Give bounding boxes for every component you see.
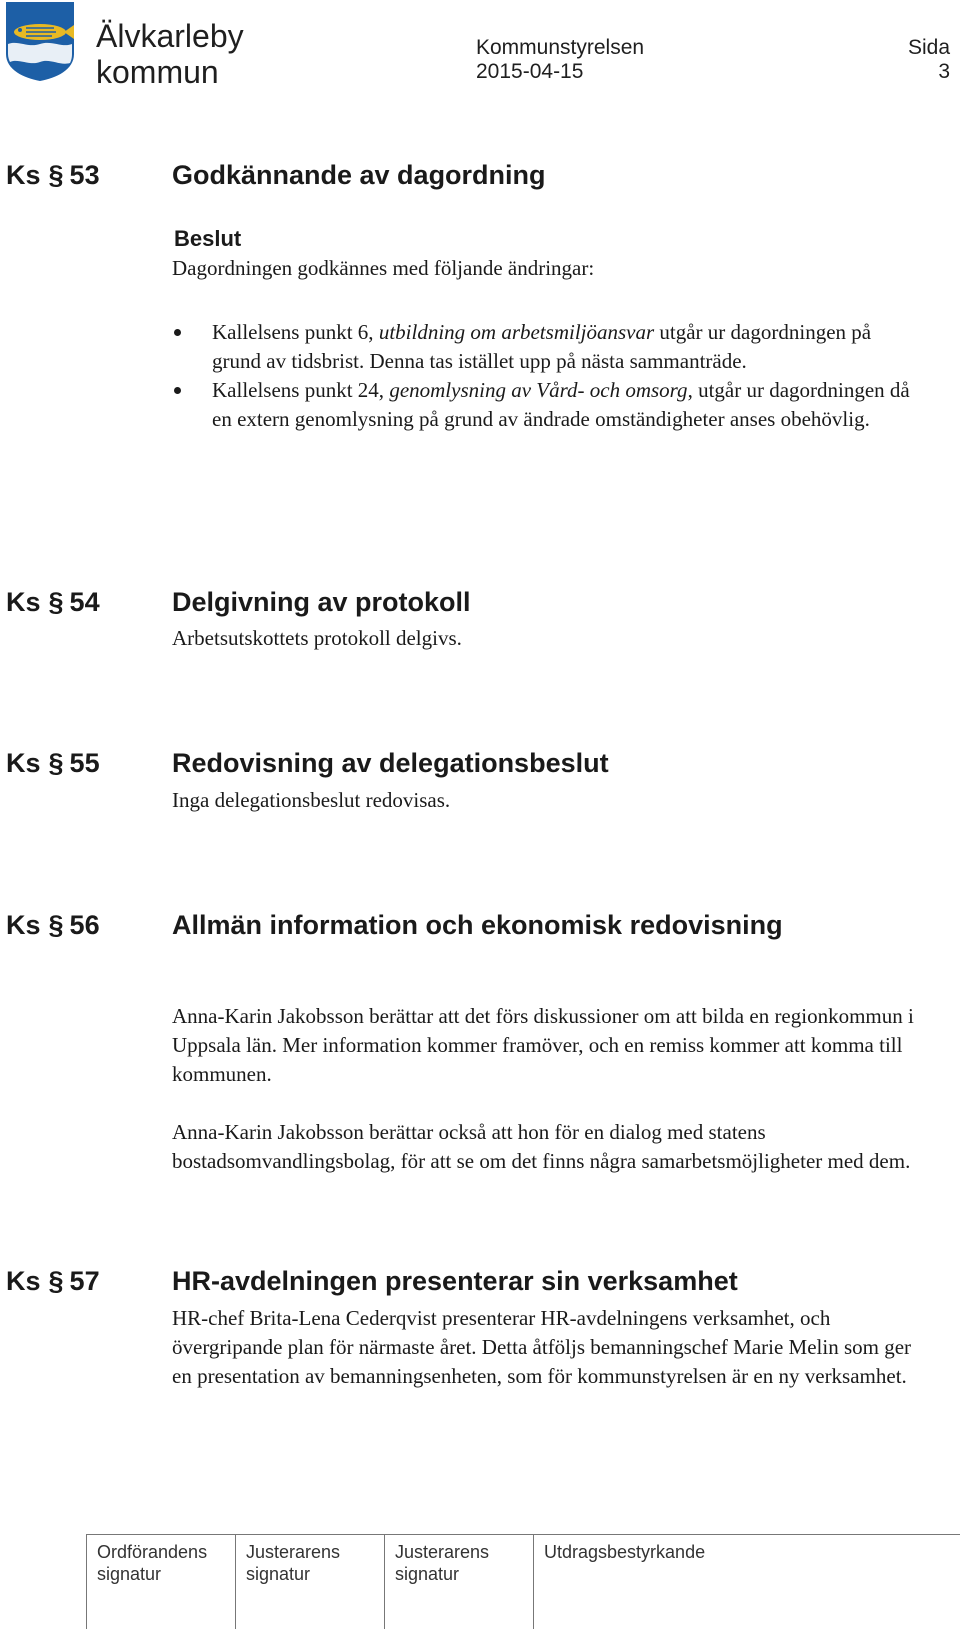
paragraph: Anna-Karin Jakobsson berättar också att hon för en dialog med statens bostadsomvandlingsbolag, för att se om det finns några samarbetsmöjligheter med dem. [172, 1120, 911, 1173]
signature-cell-certification [534, 1535, 960, 1629]
municipality-name [96, 18, 336, 90]
signature-label: Justerarens [246, 1542, 341, 1562]
bullet-icon [174, 329, 181, 336]
section-title-56: Allmän information och ekonomisk redovisning [172, 910, 783, 940]
municipality-name-line1: Älvkarleby [96, 18, 244, 54]
section-intro-53 [172, 254, 932, 283]
signature-cell-adjuster-1 [236, 1535, 385, 1629]
section-prefix: Ks [6, 748, 41, 778]
section-number: 55 [69, 748, 100, 778]
header-organization: Kommunstyrelsen [476, 36, 645, 59]
list-item-italic: utbildning om arbetsmiljöansvar [378, 320, 655, 344]
signature-label: signatur [97, 1564, 162, 1584]
header-page-number: 3 [938, 60, 950, 83]
signature-cell-chair [87, 1535, 236, 1629]
section-prefix: Ks [6, 160, 41, 190]
paragraph-symbol: § [48, 1266, 64, 1296]
section-body-57 [172, 1304, 932, 1391]
signature-label: Ordförandens [97, 1542, 208, 1562]
paragraph-symbol: § [48, 748, 64, 778]
section-title-57: HR-avdelningen presenterar sin verksamhet [172, 1266, 738, 1296]
section-number: 57 [69, 1266, 100, 1296]
bullet-icon [174, 387, 181, 394]
paragraph-symbol: § [48, 910, 64, 940]
section-number-55 [6, 748, 100, 779]
section-number: 53 [69, 160, 100, 190]
section-number-56 [6, 910, 100, 941]
section-prefix: Ks [6, 1266, 41, 1296]
section-title-54: Delgivning av protokoll [172, 587, 471, 617]
paragraph-symbol: § [48, 160, 64, 190]
section-prefix: Ks [6, 910, 41, 940]
municipality-name-line2: kommun [96, 54, 219, 90]
list-item [170, 376, 910, 434]
paragraph-symbol: § [48, 587, 64, 617]
list-item-text: Kallelsens punkt 6, [212, 320, 379, 344]
paragraph: Arbetsutskottets protokoll delgivs. [172, 626, 462, 650]
section-number: 54 [69, 587, 100, 617]
list-item-text: utgår ur dagordningen på grund av tidsbrist. Denna tas istället upp på nästa sammanträde. [212, 320, 872, 373]
amendment-list [170, 318, 910, 434]
signature-table [86, 1534, 960, 1629]
list-item [170, 318, 910, 376]
list-item-text: , utgår ur dagordningen då en extern genomlysning på grund av ändrade omständigheter anses obehövlig. [212, 378, 910, 431]
list-item-text: Kallelsens punkt 24, [212, 378, 390, 402]
municipal-logo-icon [4, 0, 76, 82]
header-page-label: Sida [907, 36, 950, 59]
signature-label: signatur [246, 1564, 311, 1584]
paragraph: Anna-Karin Jakobsson berättar att det förs diskussioner om att bilda en regionkommun i Uppsala län. Mer information kommer framöver, och en remiss kommer att komma till kommunen. [172, 1004, 914, 1086]
header-date: 2015-04-15 [476, 60, 584, 83]
signature-label: Utdragsbestyrkande [544, 1542, 706, 1562]
signature-label: signatur [395, 1564, 460, 1584]
section-body-54 [172, 624, 932, 653]
signature-cell-adjuster-2 [385, 1535, 534, 1629]
section-number: 56 [69, 910, 100, 940]
section-number-53 [6, 160, 100, 191]
section-body-56 [172, 1002, 932, 1176]
section-title-55: Redovisning av delegationsbeslut [172, 748, 609, 778]
decision-subheading: Beslut [174, 226, 242, 251]
section-number-57 [6, 1266, 100, 1297]
intro-text: Dagordningen godkännes med följande ändringar: [172, 256, 595, 280]
list-item-italic: genomlysning av Vård- och omsorg [389, 378, 688, 402]
section-title-53: Godkännande av dagordning [172, 160, 546, 190]
paragraph: HR-chef Brita-Lena Cederqvist presenterar HR-avdelningens verksamhet, och övergripande plan för närmaste året. Detta åtföljs bemanningschef Marie Melin som ger en presentation av bemanningsenheten, som för kommunstyrelsen är en ny verksamhet. [172, 1306, 912, 1388]
section-prefix: Ks [6, 587, 41, 617]
paragraph: Inga delegationsbeslut redovisas. [172, 788, 451, 812]
section-number-54 [6, 587, 100, 618]
section-body-55 [172, 786, 932, 815]
signature-label: Justerarens [395, 1542, 490, 1562]
